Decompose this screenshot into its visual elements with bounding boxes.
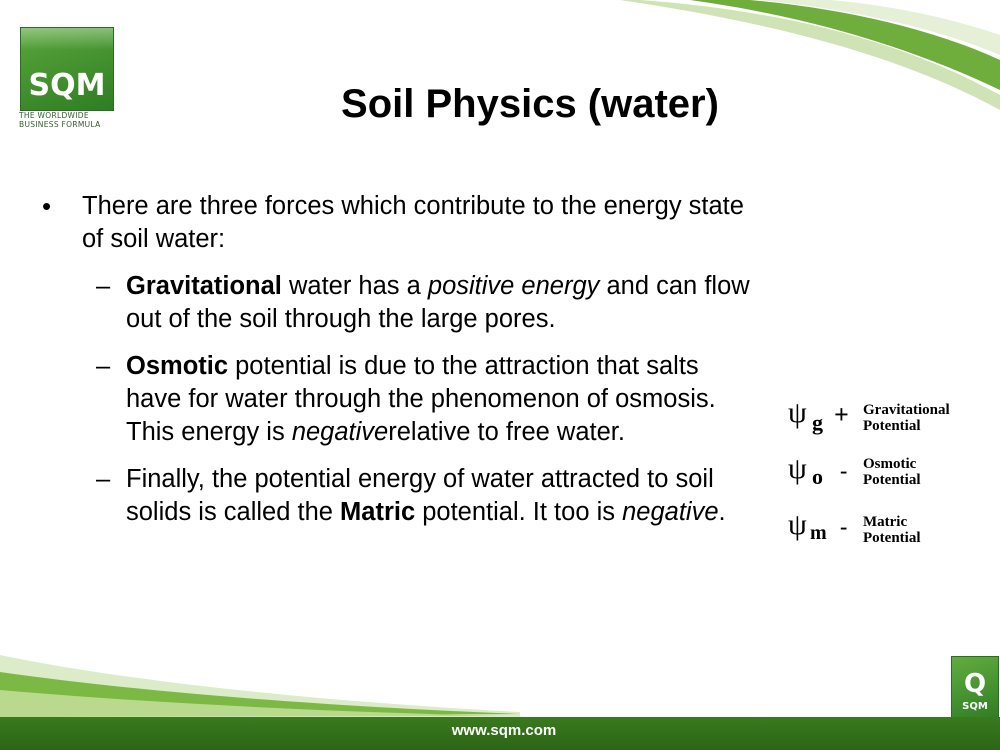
plus-operator: + xyxy=(834,400,849,429)
psi-symbol: ψ xyxy=(788,508,807,541)
badge-name: SQM xyxy=(962,701,988,712)
dash-mark: – xyxy=(96,352,111,380)
osmotic-term: Osmotic xyxy=(126,352,229,380)
tagline-line-1: THE WORLDWIDE xyxy=(19,111,89,120)
minus-operator: - xyxy=(840,514,848,539)
sub-item-text xyxy=(126,350,756,449)
label-line-1: Matric xyxy=(863,514,908,530)
subscript-o: o xyxy=(812,464,823,489)
label-osmotic xyxy=(863,456,921,488)
equation-row-gravitational xyxy=(786,398,976,438)
label-line-2: Potential xyxy=(863,472,921,488)
sub-item-text xyxy=(126,270,756,336)
sqm-logo xyxy=(20,27,114,111)
footer-url[interactable]: www.sqm.com xyxy=(451,722,557,739)
gravitational-term: Gravitational xyxy=(126,272,282,300)
tagline-line-2: BUSINESS FORMULA xyxy=(19,120,101,129)
label-line-1: Osmotic xyxy=(863,456,917,472)
dash-mark: – xyxy=(96,272,111,300)
sqm-badge-logo xyxy=(951,656,999,720)
matric-term: Matric xyxy=(340,498,416,526)
text-part: potential is due to the attraction that salts have for water through the phenomenon of osmosis. This energy is xyxy=(126,352,716,446)
slide-content xyxy=(40,190,760,543)
subscript-g: g xyxy=(812,410,823,435)
negative-term: negative xyxy=(622,498,719,526)
sub-item-osmotic xyxy=(40,350,760,449)
label-gravitational xyxy=(863,402,950,434)
text-part: . xyxy=(718,498,726,526)
logo-text: SQM xyxy=(28,68,106,103)
minus-operator: - xyxy=(840,458,848,483)
text-part: Finally, the potential energy of water attracted to soil solids is called the xyxy=(126,465,714,526)
label-line-2: Potential xyxy=(863,418,921,434)
sub-list xyxy=(40,270,760,529)
label-matric xyxy=(863,514,921,546)
equation-row-osmotic xyxy=(786,454,976,494)
badge-letter: Q xyxy=(963,669,987,699)
text-part: relative to free water. xyxy=(388,418,625,446)
equation-row-matric xyxy=(786,510,976,550)
potential-equation xyxy=(786,398,976,558)
text-part: water has a xyxy=(281,272,428,300)
dash-mark: – xyxy=(96,465,111,493)
bullet-item xyxy=(40,190,760,256)
subscript-m: m xyxy=(810,522,827,544)
positive-energy-term: positive energy xyxy=(427,272,600,300)
label-line-1: Gravitational xyxy=(863,402,950,418)
psi-symbol: ψ xyxy=(788,452,807,485)
negative-term: negative xyxy=(291,418,389,446)
psi-symbol: ψ xyxy=(788,396,807,429)
sub-item-text xyxy=(126,463,756,529)
logo-sheen xyxy=(21,28,113,50)
text-part: and can flow out of the soil through the large pores. xyxy=(126,272,750,333)
label-line-2: Potential xyxy=(863,530,921,546)
text-part: potential. It too is xyxy=(415,498,623,526)
logo-tagline xyxy=(19,111,129,129)
sub-item-matric xyxy=(40,463,760,529)
slide-title: Soil Physics (water) xyxy=(341,82,719,126)
sub-item-gravitational xyxy=(40,270,760,336)
bullet-dot: • xyxy=(42,191,52,221)
bullet-text: There are three forces which contribute to the energy state of soil water: xyxy=(82,192,744,253)
